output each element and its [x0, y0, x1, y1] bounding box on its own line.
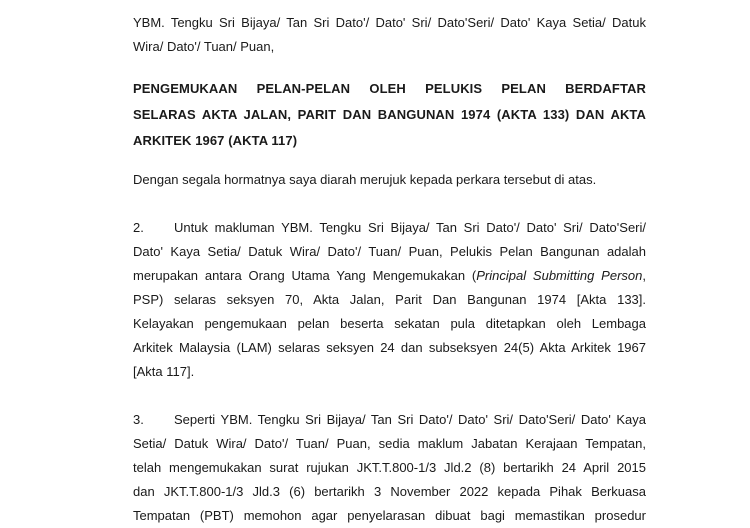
paragraph-line: Setia/ Datuk Wira/ Dato'/ Tuan/ Puan, sedia maklum Jabatan Kerajaan Tempatan,	[133, 436, 646, 451]
intro-paragraph	[133, 168, 646, 192]
paragraph-line: dan JKT.T.800-1/3 Jld.3 (6) bertarikh 3 November 2022 kepada Pihak Berkuasa	[133, 484, 646, 499]
document-title	[133, 76, 646, 154]
paragraph-text: merupakan antara Orang Utama Yang Mengemukakan (	[133, 268, 477, 283]
paragraph-3	[133, 408, 646, 528]
intro-line: Dengan segala hormatnya saya diarah merujuk kepada perkara tersebut di atas.	[133, 172, 597, 187]
title-line: PENGEMUKAAN PELAN-PELAN OLEH PELUKIS PELAN BERDAFTAR	[133, 81, 646, 96]
paragraph-number: 3.	[133, 412, 144, 427]
paragraph-line: Tempatan (PBT) memohon agar penyelarasan dibuat bagi memastikan prosedur	[133, 508, 646, 523]
paragraph-number: 2.	[133, 220, 144, 235]
paragraph-line: [Akta 117].	[133, 364, 195, 379]
paragraph-line: Arkitek Malaysia (LAM) selaras seksyen 24 dan subseksyen 24(5) Akta Arkitek 1967	[133, 340, 646, 355]
paragraph-line: PSP) selaras seksyen 70, Akta Jalan, Parit Dan Bangunan 1974 [Akta 133].	[133, 292, 646, 307]
paragraph-text: Seperti YBM. Tengku Sri Bijaya/ Tan Sri Dato'/ Dato' Sri/ Dato'Seri/ Dato' Kaya	[174, 412, 646, 427]
salutation	[133, 11, 646, 59]
paragraph-line	[133, 264, 646, 288]
title-line: ARKITEK 1967 (AKTA 117)	[133, 133, 298, 148]
salutation-line: YBM. Tengku Sri Bijaya/ Tan Sri Dato'/ Dato' Sri/ Dato'Seri/ Dato' Kaya Setia/ Datuk	[133, 15, 646, 30]
salutation-line: Wira/ Dato'/ Tuan/ Puan,	[133, 39, 275, 54]
italic-term: Principal Submitting Person	[476, 268, 643, 283]
paragraph-line: Dato' Kaya Setia/ Datuk Wira/ Dato'/ Tuan/ Puan, Pelukis Pelan Bangunan adalah	[133, 244, 646, 259]
title-line: SELARAS AKTA JALAN, PARIT DAN BANGUNAN 1974 (AKTA 133) DAN AKTA	[133, 107, 646, 122]
paragraph-line: Kelayakan pengemukaan pelan beserta sekatan pula ditetapkan oleh Lembaga	[133, 316, 646, 331]
paragraph-text: Untuk makluman YBM. Tengku Sri Bijaya/ Tan Sri Dato'/ Dato' Sri/ Dato'Seri/	[174, 220, 646, 235]
paragraph-text: ,	[642, 268, 646, 283]
paragraph-line	[133, 408, 646, 432]
paragraph-line: telah mengemukakan surat rujukan JKT.T.800-1/3 Jld.2 (8) bertarikh 24 April 2015	[133, 460, 646, 475]
paragraph-line	[133, 216, 646, 240]
paragraph-2	[133, 216, 646, 384]
